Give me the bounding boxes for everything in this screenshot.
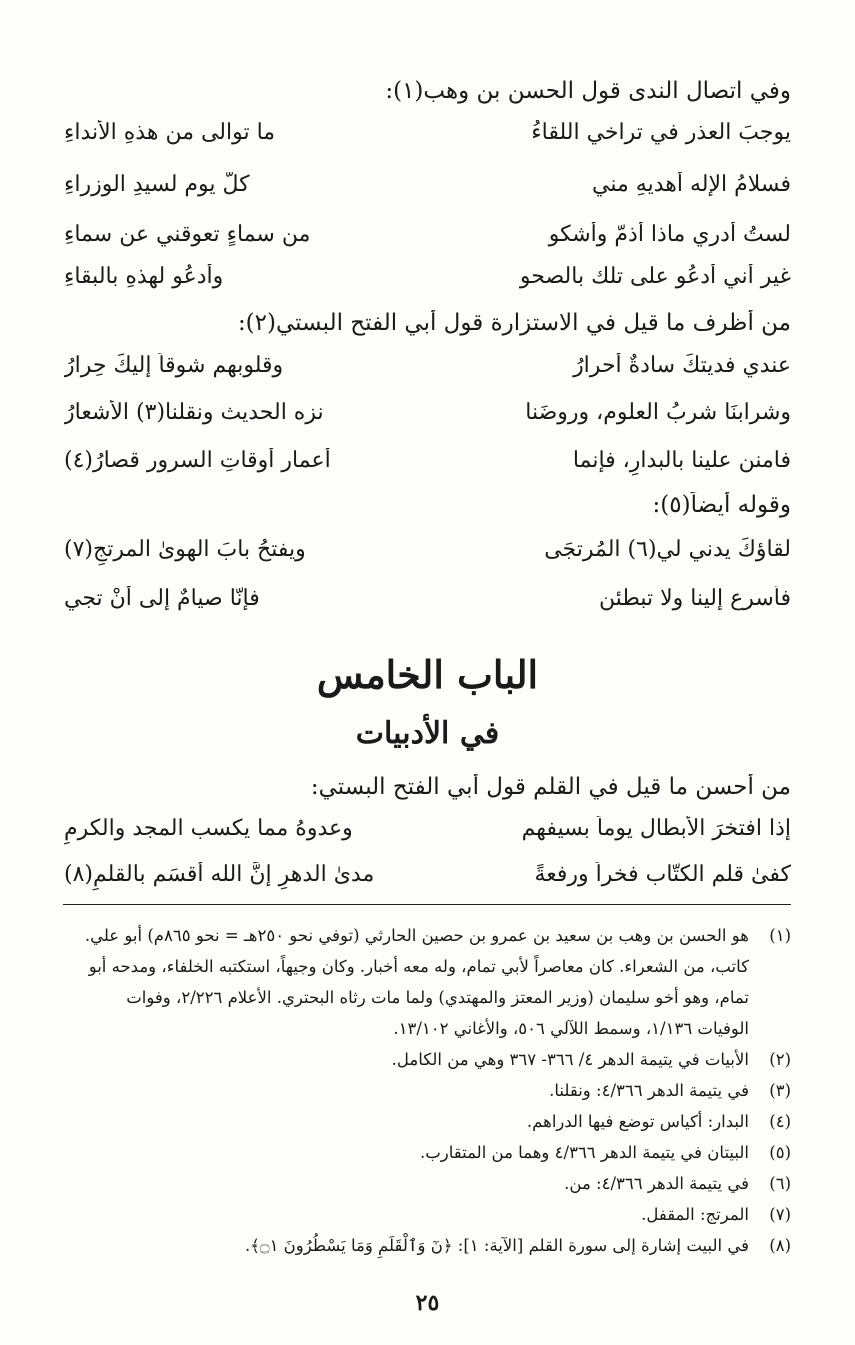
chapter-title: الباب الخامس (316, 652, 539, 697)
verse-second-hemistich: مدىٰ الدهرِ إنَّ الله أقسَم بالقلمِ(٨) (64, 862, 375, 887)
verse-8 (64, 537, 791, 571)
footnote-text: كاتب، من الشعراء. كان معاصراً لأبي تمام، وله معه أخبار. وكان وجيهاً، استكتبه الخلفاء، ومدحه أبو (88, 957, 749, 976)
footnote-text: الوفيات ١/١٣٦، وسمط اللآلي ٥٠٦، والأغاني ١٣/١٠٢. (393, 1019, 749, 1038)
verse-second-hemistich: ما توالى من هذهِ الأنداءِ (64, 120, 276, 145)
footnote-text: الأبيات في يتيمة الدهر ٤/ ٣٦٦- ٣٦٧ وهي من الكامل. (391, 1050, 749, 1069)
verse-9 (64, 586, 791, 620)
footnote-number: (٢) (769, 1050, 791, 1069)
footnote-1 (70, 920, 791, 1044)
intro-also-said: وقوله أيضاً(٥): (652, 492, 791, 518)
chapter-subtitle: في الأدبيات (355, 716, 500, 751)
intro-bosti-visiting: من أظرف ما قيل في الاستزارة قول أبي الفتح البستي(٢): (237, 310, 791, 336)
verse-second-hemistich: وأدعُو لهذهِ بالبقاءِ (64, 264, 224, 289)
footnote-number: (٨) (769, 1236, 791, 1255)
footnote-5 (70, 1137, 791, 1168)
verse-5 (64, 353, 791, 387)
footnote-separator (63, 904, 791, 905)
verse-second-hemistich: نزه الحديث ونقلنا(٣) الأشعارُ (64, 400, 324, 425)
footnote-8 (70, 1230, 791, 1261)
footnote-number: (٧) (769, 1205, 791, 1224)
verse-first-hemistich: غير أني أدعُو على تلك بالصحو (519, 264, 791, 289)
footnote-3 (70, 1075, 791, 1106)
footnote-text: المرتج: المقفل. (641, 1205, 749, 1224)
footnote-text: البدار: أكياس توضع فيها الدراهم. (526, 1112, 749, 1131)
verse-first-hemistich: فأسرع إلينا ولا تبطئن (598, 586, 791, 611)
footnote-number: (٦) (769, 1174, 791, 1193)
footnote-2 (70, 1044, 791, 1075)
intro-hasan-bin-wahb: وفي اتصال الندى قول الحسن بن وهب(١): (385, 78, 791, 104)
verse-10 (64, 816, 791, 850)
verse-2 (64, 172, 791, 206)
verse-first-hemistich: إذا افتخرَ الأبطال يوماً بسيفهم (521, 816, 791, 841)
verse-first-hemistich: كفىٰ قلم الكتّاب فخراً ورفعةً (534, 862, 791, 887)
verse-second-hemistich: ويفتحُ بابَ الهوىٰ المرتجِ(٧) (64, 537, 306, 562)
verse-second-hemistich: كلّ يوم لسيدِ الوزراءِ (64, 172, 250, 197)
verse-4 (64, 264, 791, 298)
verse-first-hemistich: يوجبَ العذر في تراخي اللقاءُ (531, 120, 791, 145)
verse-first-hemistich: فامنن علينا بالبدارِ، فإنما (572, 448, 791, 473)
footnote-text: في البيت إشارة إلى سورة القلم [الآية: ١]: ﴿نٓ وَٱلْقَلَمِ وَمَا يَسْطُرُونَ ۝١﴾. (244, 1236, 749, 1255)
verse-second-hemistich: وقلوبهم شوقاً إليكَ حِرارُ (64, 353, 284, 378)
verse-1 (64, 120, 791, 154)
verse-7 (64, 448, 791, 482)
verse-first-hemistich: لستُ أدري ماذا أذمّ وأشكو (548, 222, 791, 247)
footnote-6 (70, 1168, 791, 1199)
verse-second-hemistich: من سماءٍ تعوقني عن سماءِ (64, 222, 311, 247)
footnote-number: (٣) (769, 1081, 791, 1100)
footnotes (70, 920, 791, 1261)
footnote-text: البيتان في يتيمة الدهر ٤/٣٦٦ وهما من المتقارب. (420, 1143, 749, 1162)
footnote-7 (70, 1199, 791, 1230)
footnote-number: (٤) (769, 1112, 791, 1131)
footnote-4 (70, 1106, 791, 1137)
footnote-number: (١) (769, 926, 791, 945)
verse-6 (64, 400, 791, 434)
footnote-text: تمام، وهو أخو سليمان (وزير المعتز والمهتدي) ولما مات رثاه البحتري. الأعلام ٢/٢٢٦، وفوات (126, 988, 749, 1007)
intro-pen-verses: من أحسن ما قيل في القلم قول أبي الفتح البستي: (310, 774, 791, 800)
verse-first-hemistich: عندي فديتكَ سادةٌ أحرارُ (573, 353, 791, 378)
verse-first-hemistich: فسلامُ الإله أهديهِ مني (592, 172, 791, 197)
page-number: ٢٥ (415, 1290, 440, 1316)
footnote-text: في يتيمة الدهر ٤/٣٦٦: من. (564, 1174, 749, 1193)
footnote-text: هو الحسن بن وهب بن سعيد بن عمرو بن حصين الحارثي (توفي نحو ٢٥٠هـ = نحو ٨٦٥م) أبو علي. (84, 926, 749, 945)
verse-second-hemistich: وعدوهُ مما يكسب المجد والكرمِ (64, 816, 353, 841)
verse-first-hemistich: وشرابنَا شربُ العلوم، وروضَنا (525, 400, 791, 425)
verse-second-hemistich: أعمار أوقاتِ السرور قصارُ(٤) (64, 448, 331, 473)
footnote-number: (٥) (769, 1143, 791, 1162)
verse-first-hemistich: لقاؤكَ يدني لي(٦) المُرتجَى (544, 537, 791, 562)
verse-second-hemistich: فإنّا صيامٌ إلى أنْ تجي (64, 586, 260, 611)
verse-11 (64, 862, 791, 896)
footnote-text: في يتيمة الدهر ٤/٣٦٦: ونقلنا. (549, 1081, 749, 1100)
verse-3 (64, 222, 791, 256)
